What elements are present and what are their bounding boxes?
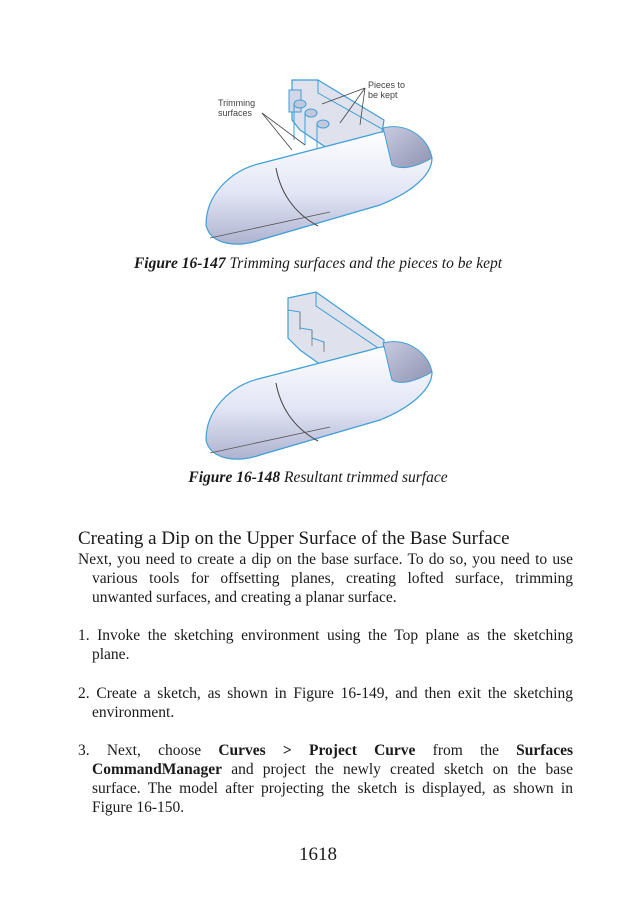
figure-16-148	[0, 290, 636, 460]
figure-caption-16-148	[0, 468, 636, 488]
step-3	[78, 741, 573, 817]
caption-text: Trimming surfaces and the pieces to be kept	[225, 255, 503, 272]
step-3-project-curve: Project Curve	[308, 742, 416, 759]
intro-paragraph: Next, you need to create a dip on the base surface. To do so, you need to use various tools for offsetting planes, creating lofted surface, trimming unwanted surfaces, and creating a planar surface.	[78, 551, 573, 606]
label-pieces-line2: be kept	[368, 90, 398, 100]
step-3-text: from the	[415, 742, 517, 759]
section-heading: Creating a Dip on the Upper Surface of the Base Surface	[78, 528, 510, 549]
trimming-surfaces-illustration	[0, 72, 636, 252]
caption-text: Resultant trimmed surface	[280, 469, 448, 486]
step-3-curves: Curves	[218, 742, 266, 759]
figure-16-147	[0, 72, 636, 252]
step-3-separator: >	[265, 742, 309, 759]
step-3-text: and project the newly created sketch on the base surface. The model after projecting the sketch is displayed, as shown in Figure 16-150.	[92, 761, 573, 816]
label-trimming-line2: surfaces	[218, 108, 253, 118]
caption-number: Figure 16-148	[188, 469, 281, 486]
figure-caption-16-147	[0, 254, 636, 274]
page-number: 1618	[299, 844, 337, 865]
label-pieces-line1: Pieces to	[368, 80, 406, 90]
trimmed-surface-illustration	[0, 290, 636, 460]
step-3-surfaces-commandmanager: Surfaces CommandManager	[92, 742, 573, 778]
step-3-text: 3. Next, choose	[78, 742, 219, 759]
step-2: 2. Create a sketch, as shown in Figure 16-149, and then exit the sketching environment.	[78, 685, 573, 721]
label-trimming-line1: Trimming	[218, 98, 256, 108]
caption-number: Figure 16-147	[133, 255, 226, 272]
step-1: 1. Invoke the sketching environment using the Top plane as the sketching plane.	[78, 627, 573, 663]
